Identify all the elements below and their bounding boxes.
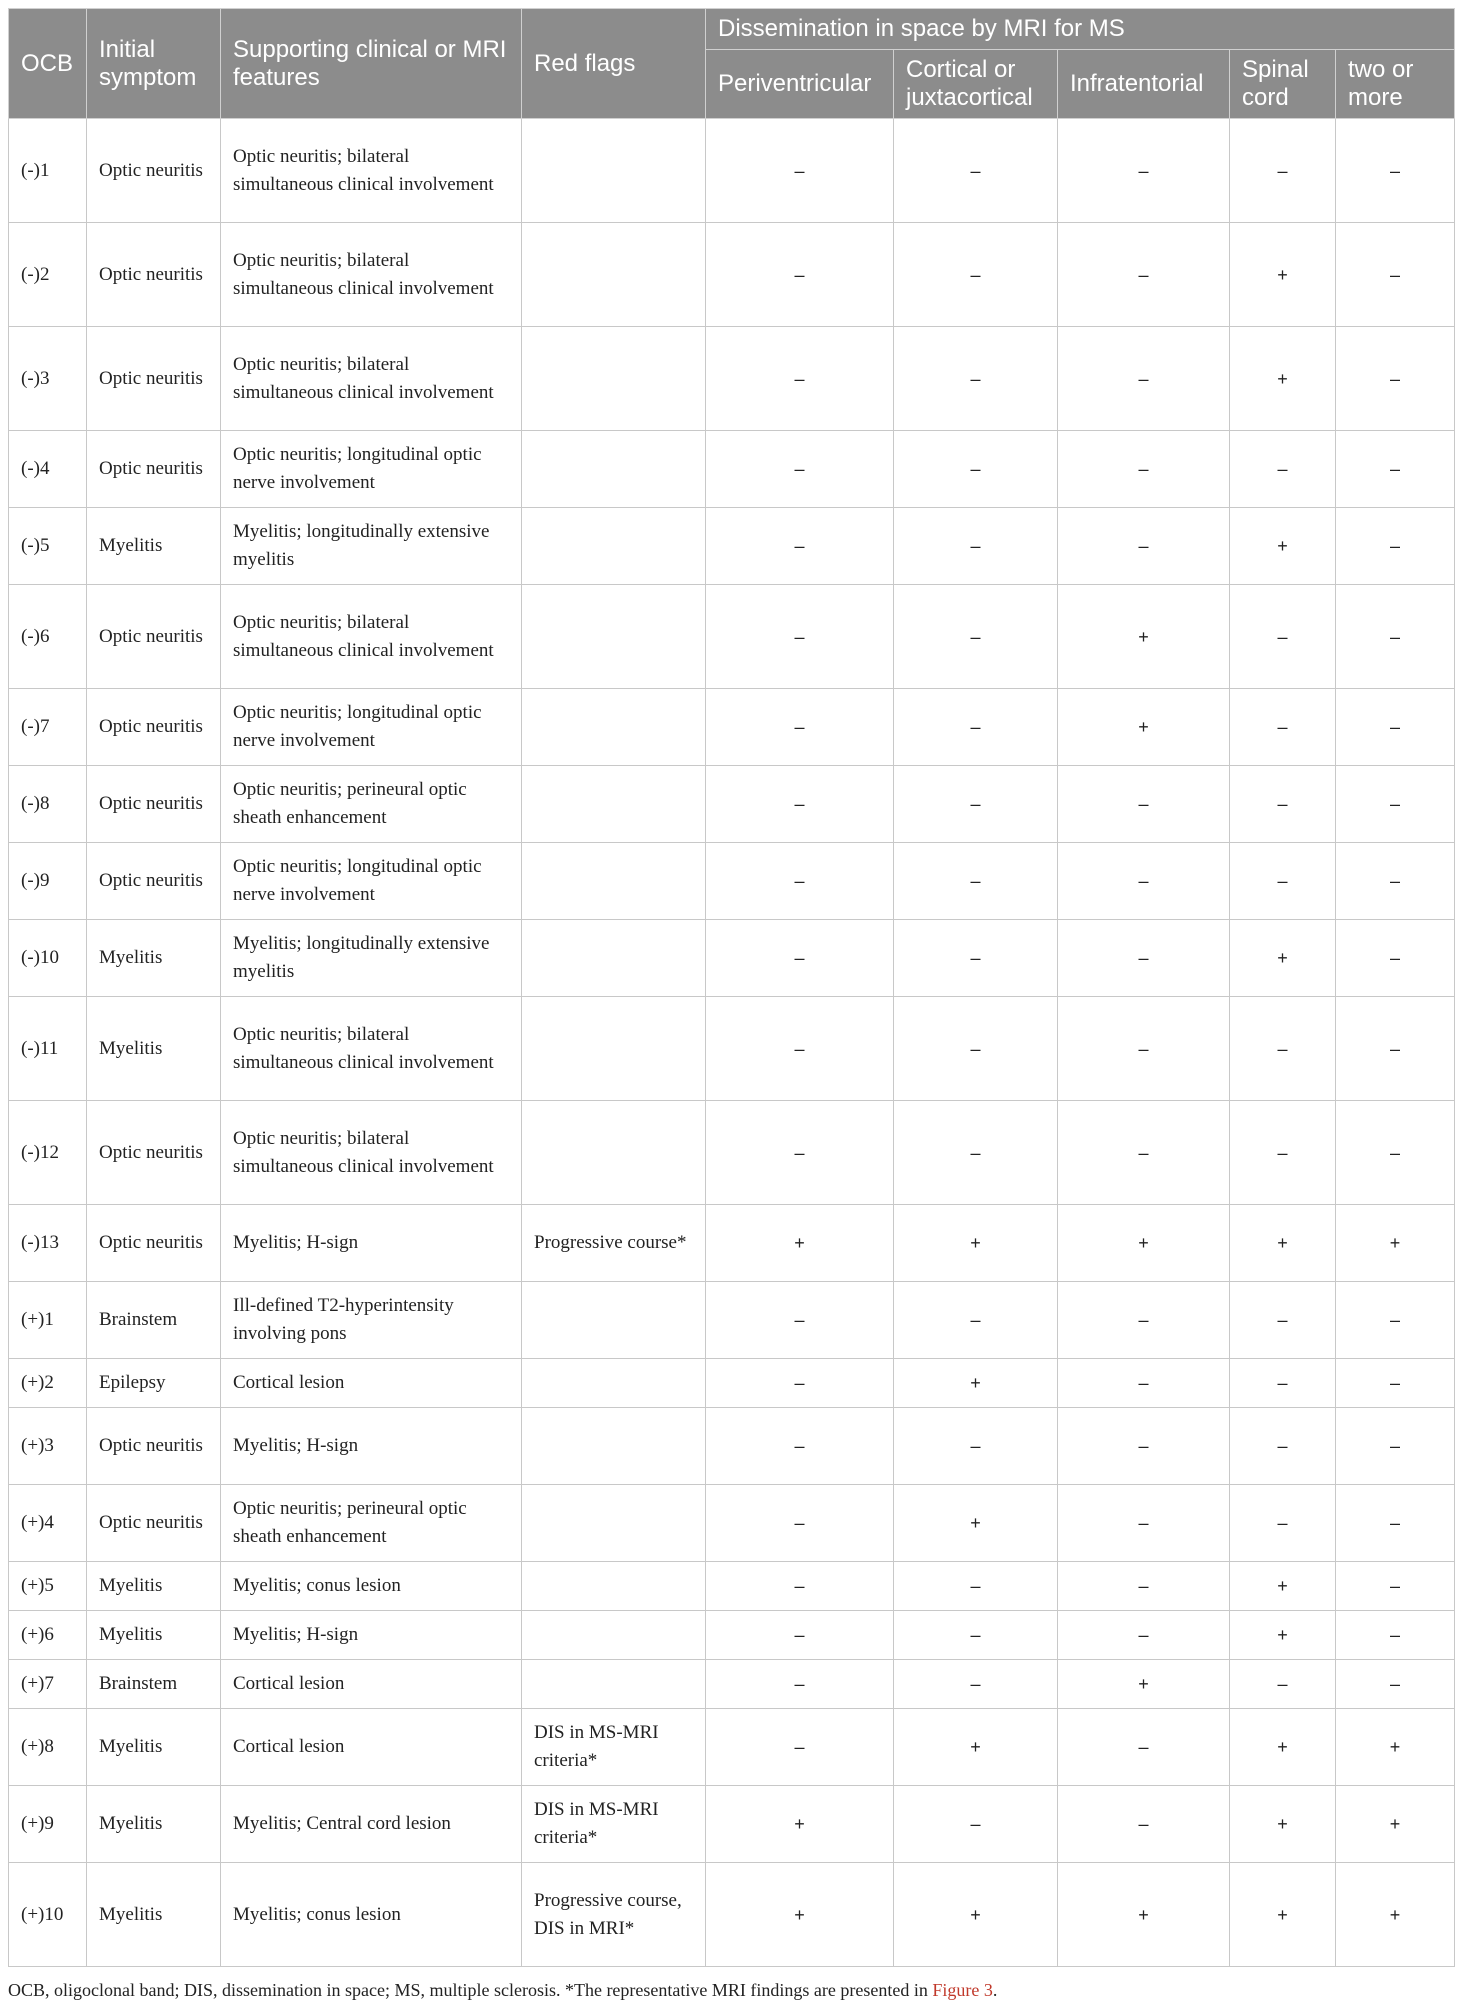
cell-initial-symptom: Optic neuritis bbox=[87, 585, 221, 689]
cell-spinal-cord: – bbox=[1230, 997, 1336, 1101]
cell-ocb: (+)10 bbox=[9, 1863, 87, 1967]
cell-periventricular: – bbox=[706, 327, 894, 431]
cell-cortical: + bbox=[894, 1359, 1058, 1408]
cell-spinal-cord: – bbox=[1230, 843, 1336, 920]
table-row bbox=[9, 585, 1455, 689]
cell-ocb: (+)1 bbox=[9, 1282, 87, 1359]
cell-infratentorial: – bbox=[1058, 1786, 1230, 1863]
cell-two-or-more: – bbox=[1336, 585, 1455, 689]
cell-ocb: (+)9 bbox=[9, 1786, 87, 1863]
table-row bbox=[9, 920, 1455, 997]
table-row bbox=[9, 1408, 1455, 1485]
cell-periventricular: – bbox=[706, 1359, 894, 1408]
cell-cortical: + bbox=[894, 1863, 1058, 1967]
cell-supporting-features: Myelitis; longitudinally extensive myelitis bbox=[221, 508, 522, 585]
cell-periventricular: – bbox=[706, 1485, 894, 1562]
cell-cortical: – bbox=[894, 431, 1058, 508]
cell-cortical: – bbox=[894, 1562, 1058, 1611]
cell-two-or-more: + bbox=[1336, 1205, 1455, 1282]
cell-red-flags bbox=[522, 1408, 706, 1485]
cell-two-or-more: – bbox=[1336, 1660, 1455, 1709]
table-row bbox=[9, 508, 1455, 585]
cell-spinal-cord: + bbox=[1230, 1863, 1336, 1967]
cell-initial-symptom: Optic neuritis bbox=[87, 1205, 221, 1282]
header-ocb: OCB bbox=[9, 9, 87, 119]
cell-two-or-more: – bbox=[1336, 1485, 1455, 1562]
cell-initial-symptom: Optic neuritis bbox=[87, 843, 221, 920]
cell-red-flags: Progressive course, DIS in MRI* bbox=[522, 1863, 706, 1967]
cell-infratentorial: + bbox=[1058, 689, 1230, 766]
table-row bbox=[9, 1786, 1455, 1863]
cell-supporting-features: Myelitis; conus lesion bbox=[221, 1863, 522, 1967]
cell-infratentorial: + bbox=[1058, 1863, 1230, 1967]
table-row bbox=[9, 766, 1455, 843]
cell-cortical: – bbox=[894, 1101, 1058, 1205]
cell-infratentorial: – bbox=[1058, 327, 1230, 431]
cell-spinal-cord: + bbox=[1230, 508, 1336, 585]
cell-two-or-more: – bbox=[1336, 1101, 1455, 1205]
cell-red-flags bbox=[522, 119, 706, 223]
cell-periventricular: – bbox=[706, 1101, 894, 1205]
cell-cortical: – bbox=[894, 1786, 1058, 1863]
cell-cortical: – bbox=[894, 508, 1058, 585]
table-row bbox=[9, 1359, 1455, 1408]
cell-ocb: (-)13 bbox=[9, 1205, 87, 1282]
cell-red-flags bbox=[522, 1485, 706, 1562]
cell-supporting-features: Myelitis; H-sign bbox=[221, 1611, 522, 1660]
header-dis-group: Dissemination in space by MRI for MS bbox=[706, 9, 1455, 50]
cell-red-flags bbox=[522, 1359, 706, 1408]
cell-periventricular: – bbox=[706, 508, 894, 585]
table-footnote bbox=[8, 1978, 997, 2002]
cell-infratentorial: – bbox=[1058, 431, 1230, 508]
table-row bbox=[9, 327, 1455, 431]
cell-ocb: (+)7 bbox=[9, 1660, 87, 1709]
table-header bbox=[9, 9, 1455, 119]
cell-red-flags bbox=[522, 920, 706, 997]
table-row bbox=[9, 1485, 1455, 1562]
cell-initial-symptom: Optic neuritis bbox=[87, 1485, 221, 1562]
table-row bbox=[9, 1863, 1455, 1967]
cell-initial-symptom: Optic neuritis bbox=[87, 327, 221, 431]
cell-two-or-more: + bbox=[1336, 1709, 1455, 1786]
cell-periventricular: + bbox=[706, 1205, 894, 1282]
cell-periventricular: – bbox=[706, 689, 894, 766]
cell-infratentorial: – bbox=[1058, 119, 1230, 223]
cell-ocb: (-)10 bbox=[9, 920, 87, 997]
table-row bbox=[9, 689, 1455, 766]
table-row bbox=[9, 1205, 1455, 1282]
cell-ocb: (+)2 bbox=[9, 1359, 87, 1408]
cell-infratentorial: + bbox=[1058, 1205, 1230, 1282]
cell-ocb: (+)8 bbox=[9, 1709, 87, 1786]
cell-supporting-features: Optic neuritis; perineural optic sheath enhancement bbox=[221, 766, 522, 843]
cell-cortical: – bbox=[894, 585, 1058, 689]
cell-supporting-features: Optic neuritis; longitudinal optic nerve involvement bbox=[221, 431, 522, 508]
cell-red-flags bbox=[522, 223, 706, 327]
cell-periventricular: + bbox=[706, 1786, 894, 1863]
cell-cortical: – bbox=[894, 689, 1058, 766]
cell-two-or-more: + bbox=[1336, 1863, 1455, 1967]
cell-cortical: – bbox=[894, 119, 1058, 223]
cell-initial-symptom: Optic neuritis bbox=[87, 431, 221, 508]
cell-ocb: (-)12 bbox=[9, 1101, 87, 1205]
cell-red-flags bbox=[522, 1611, 706, 1660]
cell-supporting-features: Optic neuritis; perineural optic sheath enhancement bbox=[221, 1485, 522, 1562]
cell-two-or-more: – bbox=[1336, 1359, 1455, 1408]
cell-two-or-more: – bbox=[1336, 1562, 1455, 1611]
cell-two-or-more: – bbox=[1336, 223, 1455, 327]
cell-spinal-cord: + bbox=[1230, 1709, 1336, 1786]
cell-two-or-more: – bbox=[1336, 1408, 1455, 1485]
cell-spinal-cord: – bbox=[1230, 585, 1336, 689]
results-table bbox=[8, 8, 1455, 1967]
cell-red-flags: DIS in MS-MRI criteria* bbox=[522, 1786, 706, 1863]
cell-infratentorial: – bbox=[1058, 997, 1230, 1101]
cell-initial-symptom: Optic neuritis bbox=[87, 1101, 221, 1205]
cell-supporting-features: Optic neuritis; bilateral simultaneous clinical involvement bbox=[221, 119, 522, 223]
cell-periventricular: – bbox=[706, 843, 894, 920]
cell-spinal-cord: – bbox=[1230, 1282, 1336, 1359]
cell-spinal-cord: – bbox=[1230, 1408, 1336, 1485]
table-row bbox=[9, 1660, 1455, 1709]
table-row bbox=[9, 843, 1455, 920]
header-supporting-features: Supporting clinical or MRI features bbox=[221, 9, 522, 119]
cell-two-or-more: – bbox=[1336, 997, 1455, 1101]
cell-supporting-features: Optic neuritis; bilateral simultaneous clinical involvement bbox=[221, 997, 522, 1101]
cell-ocb: (-)1 bbox=[9, 119, 87, 223]
cell-spinal-cord: + bbox=[1230, 1786, 1336, 1863]
cell-two-or-more: – bbox=[1336, 843, 1455, 920]
cell-spinal-cord: – bbox=[1230, 1101, 1336, 1205]
cell-supporting-features: Cortical lesion bbox=[221, 1709, 522, 1786]
cell-initial-symptom: Optic neuritis bbox=[87, 223, 221, 327]
cell-initial-symptom: Epilepsy bbox=[87, 1359, 221, 1408]
cell-periventricular: – bbox=[706, 1660, 894, 1709]
footnote-text: OCB, oligoclonal band; DIS, dissemination in space; MS, multiple sclerosis. *The representative MRI findings are presented in bbox=[8, 1980, 933, 2000]
cell-two-or-more: + bbox=[1336, 1786, 1455, 1863]
cell-supporting-features: Cortical lesion bbox=[221, 1660, 522, 1709]
cell-initial-symptom: Myelitis bbox=[87, 1786, 221, 1863]
table-row bbox=[9, 223, 1455, 327]
cell-two-or-more: – bbox=[1336, 766, 1455, 843]
cell-red-flags bbox=[522, 1562, 706, 1611]
cell-cortical: – bbox=[894, 920, 1058, 997]
cell-red-flags bbox=[522, 997, 706, 1101]
header-red-flags: Red flags bbox=[522, 9, 706, 119]
cell-spinal-cord: – bbox=[1230, 766, 1336, 843]
cell-periventricular: – bbox=[706, 997, 894, 1101]
cell-two-or-more: – bbox=[1336, 431, 1455, 508]
cell-initial-symptom: Myelitis bbox=[87, 1562, 221, 1611]
cell-supporting-features: Optic neuritis; bilateral simultaneous clinical involvement bbox=[221, 327, 522, 431]
cell-ocb: (-)3 bbox=[9, 327, 87, 431]
cell-infratentorial: – bbox=[1058, 1101, 1230, 1205]
cell-infratentorial: – bbox=[1058, 1408, 1230, 1485]
cell-cortical: – bbox=[894, 1282, 1058, 1359]
cell-spinal-cord: – bbox=[1230, 119, 1336, 223]
cell-supporting-features: Myelitis; Central cord lesion bbox=[221, 1786, 522, 1863]
table-row bbox=[9, 1101, 1455, 1205]
cell-infratentorial: – bbox=[1058, 508, 1230, 585]
cell-spinal-cord: – bbox=[1230, 431, 1336, 508]
cell-ocb: (+)3 bbox=[9, 1408, 87, 1485]
cell-ocb: (-)7 bbox=[9, 689, 87, 766]
cell-supporting-features: Optic neuritis; bilateral simultaneous clinical involvement bbox=[221, 223, 522, 327]
cell-supporting-features: Optic neuritis; longitudinal optic nerve involvement bbox=[221, 689, 522, 766]
cell-initial-symptom: Brainstem bbox=[87, 1660, 221, 1709]
header-two-or-more: two or more bbox=[1336, 50, 1455, 119]
cell-initial-symptom: Myelitis bbox=[87, 1611, 221, 1660]
header-infratentorial: Infratentorial bbox=[1058, 50, 1230, 119]
cell-red-flags bbox=[522, 431, 706, 508]
cell-cortical: – bbox=[894, 327, 1058, 431]
cell-supporting-features: Cortical lesion bbox=[221, 1359, 522, 1408]
cell-initial-symptom: Myelitis bbox=[87, 1709, 221, 1786]
cell-infratentorial: – bbox=[1058, 1611, 1230, 1660]
cell-two-or-more: – bbox=[1336, 920, 1455, 997]
cell-two-or-more: – bbox=[1336, 689, 1455, 766]
cell-red-flags: Progressive course* bbox=[522, 1205, 706, 1282]
cell-cortical: – bbox=[894, 766, 1058, 843]
cell-supporting-features: Optic neuritis; bilateral simultaneous clinical involvement bbox=[221, 1101, 522, 1205]
cell-spinal-cord: + bbox=[1230, 223, 1336, 327]
cell-infratentorial: – bbox=[1058, 1562, 1230, 1611]
cell-ocb: (-)6 bbox=[9, 585, 87, 689]
cell-ocb: (-)11 bbox=[9, 997, 87, 1101]
header-spinal-cord: Spinal cord bbox=[1230, 50, 1336, 119]
table-row bbox=[9, 1562, 1455, 1611]
cell-infratentorial: – bbox=[1058, 766, 1230, 843]
cell-supporting-features: Myelitis; conus lesion bbox=[221, 1562, 522, 1611]
cell-initial-symptom: Optic neuritis bbox=[87, 1408, 221, 1485]
cell-ocb: (-)8 bbox=[9, 766, 87, 843]
cell-periventricular: – bbox=[706, 920, 894, 997]
table-row bbox=[9, 1709, 1455, 1786]
cell-infratentorial: – bbox=[1058, 223, 1230, 327]
table-row bbox=[9, 1282, 1455, 1359]
cell-spinal-cord: + bbox=[1230, 1205, 1336, 1282]
cell-supporting-features: Optic neuritis; longitudinal optic nerve involvement bbox=[221, 843, 522, 920]
cell-infratentorial: + bbox=[1058, 1660, 1230, 1709]
header-periventricular: Periventricular bbox=[706, 50, 894, 119]
cell-periventricular: – bbox=[706, 119, 894, 223]
cell-initial-symptom: Brainstem bbox=[87, 1282, 221, 1359]
cell-red-flags bbox=[522, 689, 706, 766]
cell-initial-symptom: Myelitis bbox=[87, 920, 221, 997]
cell-infratentorial: – bbox=[1058, 843, 1230, 920]
cell-red-flags bbox=[522, 508, 706, 585]
figure-reference-link[interactable]: Figure 3 bbox=[932, 1980, 993, 2000]
cell-initial-symptom: Myelitis bbox=[87, 1863, 221, 1967]
cell-infratentorial: – bbox=[1058, 920, 1230, 997]
cell-red-flags bbox=[522, 327, 706, 431]
cell-spinal-cord: – bbox=[1230, 1660, 1336, 1709]
cell-periventricular: – bbox=[706, 1611, 894, 1660]
cell-initial-symptom: Myelitis bbox=[87, 997, 221, 1101]
cell-initial-symptom: Myelitis bbox=[87, 508, 221, 585]
cell-cortical: + bbox=[894, 1485, 1058, 1562]
cell-two-or-more: – bbox=[1336, 508, 1455, 585]
cell-cortical: – bbox=[894, 843, 1058, 920]
cell-initial-symptom: Optic neuritis bbox=[87, 689, 221, 766]
cell-ocb: (-)4 bbox=[9, 431, 87, 508]
table-container bbox=[8, 8, 1454, 1967]
cell-spinal-cord: – bbox=[1230, 1359, 1336, 1408]
cell-periventricular: – bbox=[706, 223, 894, 327]
cell-ocb: (-)2 bbox=[9, 223, 87, 327]
footnote-end: . bbox=[992, 1980, 998, 2000]
cell-periventricular: – bbox=[706, 1562, 894, 1611]
cell-periventricular: – bbox=[706, 1408, 894, 1485]
cell-supporting-features: Ill-defined T2-hyperintensity involving pons bbox=[221, 1282, 522, 1359]
header-initial-symptom: Initial symptom bbox=[87, 9, 221, 119]
cell-ocb: (+)5 bbox=[9, 1562, 87, 1611]
cell-spinal-cord: – bbox=[1230, 1485, 1336, 1562]
cell-two-or-more: – bbox=[1336, 119, 1455, 223]
cell-infratentorial: – bbox=[1058, 1282, 1230, 1359]
cell-supporting-features: Myelitis; H-sign bbox=[221, 1408, 522, 1485]
cell-initial-symptom: Optic neuritis bbox=[87, 119, 221, 223]
cell-supporting-features: Myelitis; H-sign bbox=[221, 1205, 522, 1282]
cell-red-flags bbox=[522, 1282, 706, 1359]
table-row bbox=[9, 431, 1455, 508]
cell-infratentorial: – bbox=[1058, 1359, 1230, 1408]
cell-cortical: – bbox=[894, 1408, 1058, 1485]
cell-infratentorial: – bbox=[1058, 1485, 1230, 1562]
cell-spinal-cord: – bbox=[1230, 689, 1336, 766]
cell-red-flags bbox=[522, 766, 706, 843]
cell-two-or-more: – bbox=[1336, 1611, 1455, 1660]
cell-two-or-more: – bbox=[1336, 1282, 1455, 1359]
cell-periventricular: – bbox=[706, 766, 894, 843]
cell-supporting-features: Optic neuritis; bilateral simultaneous clinical involvement bbox=[221, 585, 522, 689]
cell-cortical: – bbox=[894, 1611, 1058, 1660]
table-body bbox=[9, 119, 1455, 1967]
cell-periventricular: – bbox=[706, 1282, 894, 1359]
table-row bbox=[9, 997, 1455, 1101]
cell-periventricular: – bbox=[706, 431, 894, 508]
cell-spinal-cord: + bbox=[1230, 327, 1336, 431]
cell-red-flags bbox=[522, 1660, 706, 1709]
header-cortical: Cortical or juxtacortical bbox=[894, 50, 1058, 119]
cell-red-flags bbox=[522, 1101, 706, 1205]
table-row bbox=[9, 119, 1455, 223]
cell-cortical: + bbox=[894, 1709, 1058, 1786]
cell-periventricular: – bbox=[706, 585, 894, 689]
cell-spinal-cord: + bbox=[1230, 920, 1336, 997]
cell-supporting-features: Myelitis; longitudinally extensive myelitis bbox=[221, 920, 522, 997]
cell-cortical: – bbox=[894, 223, 1058, 327]
cell-ocb: (-)9 bbox=[9, 843, 87, 920]
cell-spinal-cord: + bbox=[1230, 1562, 1336, 1611]
table-row bbox=[9, 1611, 1455, 1660]
cell-cortical: + bbox=[894, 1205, 1058, 1282]
cell-ocb: (-)5 bbox=[9, 508, 87, 585]
cell-red-flags bbox=[522, 843, 706, 920]
cell-red-flags bbox=[522, 585, 706, 689]
cell-infratentorial: – bbox=[1058, 1709, 1230, 1786]
cell-periventricular: – bbox=[706, 1709, 894, 1786]
cell-periventricular: + bbox=[706, 1863, 894, 1967]
cell-two-or-more: – bbox=[1336, 327, 1455, 431]
cell-initial-symptom: Optic neuritis bbox=[87, 766, 221, 843]
cell-ocb: (+)6 bbox=[9, 1611, 87, 1660]
cell-cortical: – bbox=[894, 997, 1058, 1101]
cell-cortical: – bbox=[894, 1660, 1058, 1709]
cell-red-flags: DIS in MS-MRI criteria* bbox=[522, 1709, 706, 1786]
cell-infratentorial: + bbox=[1058, 585, 1230, 689]
cell-spinal-cord: + bbox=[1230, 1611, 1336, 1660]
cell-ocb: (+)4 bbox=[9, 1485, 87, 1562]
